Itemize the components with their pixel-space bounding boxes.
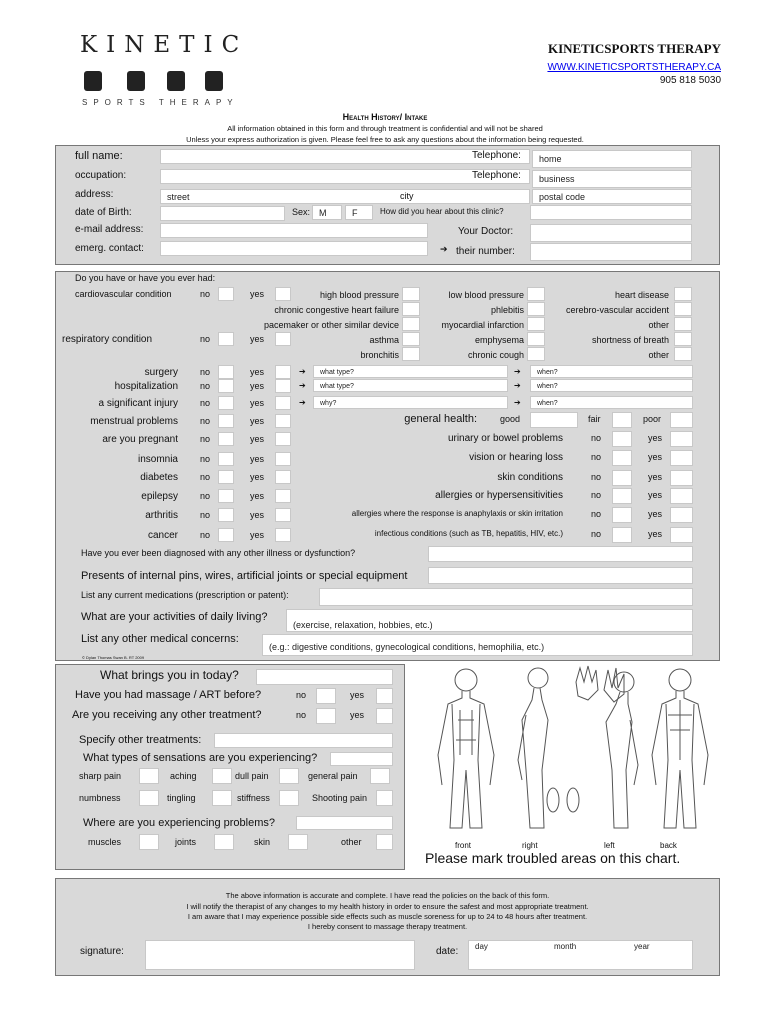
email-field[interactable] — [160, 223, 428, 238]
injury-yes-box[interactable] — [275, 396, 291, 410]
consent-line-2: I will notify the therapist of any changes to my health history in order to ensure the safest and most appropriate treatment. — [186, 902, 589, 911]
arrow-icon: ➔ — [440, 244, 448, 254]
resp-item-2: emphysema — [474, 335, 524, 345]
authorization-notice: Unless your express authorization is given. Please feel free to ask any questions about the information being requested. — [186, 135, 584, 144]
sex-f-field[interactable]: F — [345, 205, 373, 220]
address-label: address: — [75, 189, 114, 200]
surgery-when-field[interactable]: when? — [530, 365, 693, 378]
pregnant-yes-label: yes — [250, 434, 265, 444]
their-number-field[interactable] — [530, 243, 692, 261]
sensation-item-0-box[interactable] — [139, 768, 159, 784]
hospitalization-yes-box[interactable] — [275, 379, 291, 393]
hospitalization-arrow-2: ➔ — [514, 381, 521, 390]
business-phone-field[interactable]: business — [532, 170, 692, 188]
menstrual-yes-box[interactable] — [275, 414, 291, 428]
epilepsy-no-label: no — [200, 491, 211, 501]
injury-label: a significant injury — [98, 398, 178, 409]
copyright: © Dylan Thomas Swan B. RT 2009 — [82, 655, 145, 660]
where-item-2-box[interactable] — [288, 834, 308, 850]
allergies-no-box[interactable] — [612, 488, 632, 504]
right-label: right — [522, 841, 538, 850]
other-tx-no-label: no — [296, 710, 307, 720]
where-item-0: muscles — [88, 837, 122, 847]
arthritis-yes-box[interactable] — [275, 508, 291, 522]
chart-caption: Please mark troubled areas on this chart. — [425, 850, 681, 866]
pregnant-yes-box[interactable] — [275, 432, 291, 446]
cardio-yes-label: yes — [250, 289, 265, 299]
urinary-no-box[interactable] — [612, 431, 632, 447]
telephone-business-label: Telephone: — [472, 170, 521, 181]
where-item-1-box[interactable] — [214, 834, 234, 850]
left-label: left — [604, 841, 615, 850]
doctor-label: Your Doctor: — [458, 226, 514, 237]
cardio-item-6: heart disease — [614, 290, 669, 300]
sensation-item-1-box[interactable] — [212, 768, 232, 784]
where-label: Where are you experiencing problems? — [83, 817, 275, 829]
urinary-label: urinary or bowel problems — [447, 433, 563, 444]
other-tx-no-box[interactable] — [316, 708, 336, 724]
postal-code-field[interactable]: postal code — [532, 189, 692, 204]
allergies-label: allergies or hypersensitivities — [435, 490, 563, 501]
skin-cond-no-box[interactable] — [612, 470, 632, 486]
resp-yes-box[interactable] — [275, 332, 291, 346]
insomnia-label: insomnia — [137, 454, 178, 465]
anaph-label: allergies where the response is anaphylaxis or skin irritation — [351, 509, 563, 518]
hospitalization-arrow-1: ➔ — [299, 381, 306, 390]
resp-item-5-box[interactable] — [674, 347, 692, 361]
epilepsy-no-box[interactable] — [218, 489, 234, 503]
massage-label: Have you had massage / ART before? — [75, 689, 262, 701]
sex-m-field[interactable]: M — [312, 205, 342, 220]
injury-arrow-2: ➔ — [514, 398, 521, 407]
feet-figure — [547, 788, 579, 812]
other-tx-yes-label: yes — [350, 710, 365, 720]
diagnosed-label: Have you ever been diagnosed with any other illness or dysfunction? — [81, 548, 356, 558]
cardio-item-0-box[interactable] — [402, 287, 420, 301]
cardio-item-7-box[interactable] — [674, 302, 692, 316]
sensations-field[interactable] — [330, 752, 393, 766]
resp-item-4-box[interactable] — [674, 332, 692, 346]
cardio-item-7: cerebro-vascular accident — [565, 305, 669, 315]
resp-item-1: bronchitis — [360, 350, 399, 360]
anaph-no-box[interactable] — [612, 507, 632, 523]
city-label: city — [400, 191, 414, 201]
insomnia-yes-box[interactable] — [275, 452, 291, 466]
massage-no-box[interactable] — [316, 688, 336, 704]
logo-subtitle: SPORTS THERAPY — [82, 98, 239, 107]
vision-no-label: no — [591, 452, 602, 462]
pregnant-no-label: no — [200, 434, 211, 444]
hospitalization-no-label: no — [200, 381, 211, 391]
sensation-item-6-box[interactable] — [279, 790, 299, 806]
fair-label: fair — [588, 414, 601, 424]
poor-box[interactable] — [670, 412, 693, 428]
brings-label: What brings you in today? — [100, 668, 239, 682]
cancer-yes-box[interactable] — [275, 528, 291, 542]
arthritis-no-box[interactable] — [218, 508, 234, 522]
epilepsy-yes-box[interactable] — [275, 489, 291, 503]
pregnant-label: are you pregnant — [102, 434, 178, 445]
date-field[interactable] — [468, 940, 693, 970]
medications-field[interactable] — [319, 588, 693, 606]
infect-no-label: no — [591, 529, 602, 539]
allergies-yes-box[interactable] — [670, 488, 693, 504]
insomnia-no-box[interactable] — [218, 452, 234, 466]
medications-label: List any current medications (prescription or patent): — [81, 590, 289, 600]
insomnia-no-label: no — [200, 454, 211, 464]
sensation-item-2-box[interactable] — [279, 768, 299, 784]
general-health-label: general health: — [404, 413, 477, 425]
anaph-no-label: no — [591, 509, 602, 519]
company-name: KINETICSPORTS THERAPY — [547, 41, 721, 56]
menstrual-yes-label: yes — [250, 416, 265, 426]
surgery-yes-box[interactable] — [275, 365, 291, 379]
hear-field[interactable] — [530, 205, 692, 220]
cancer-yes-label: yes — [250, 530, 265, 540]
good-label: good — [500, 414, 521, 424]
resp-item-3: chronic cough — [467, 350, 524, 360]
injury-detail-field[interactable]: why? — [313, 396, 508, 409]
pregnant-no-box[interactable] — [218, 432, 234, 446]
hear-label: How did you hear about this clinic? — [380, 207, 504, 216]
diabetes-yes-box[interactable] — [275, 470, 291, 484]
concerns-label: List any other medical concerns: — [81, 633, 239, 645]
skin-cond-yes-box[interactable] — [670, 470, 693, 486]
poor-label: poor — [643, 414, 662, 424]
back-label: back — [660, 841, 677, 850]
cardio-item-2: pacemaker or other similar device — [263, 320, 399, 330]
form-title: Health History/ Intake — [342, 112, 428, 122]
cyclist-icon — [167, 71, 185, 91]
cardio-no-box[interactable] — [218, 287, 234, 301]
diabetes-yes-label: yes — [250, 472, 265, 482]
where-item-1: joints — [175, 837, 197, 847]
sensation-item-7: Shooting pain — [312, 793, 368, 803]
urinary-yes-label: yes — [648, 433, 663, 443]
sensation-item-4-box[interactable] — [139, 790, 159, 806]
skin-cond-label: skin conditions — [497, 472, 563, 483]
diagnosed-field[interactable] — [428, 546, 693, 562]
resp-item-0-box[interactable] — [402, 332, 420, 346]
resp-item-2-box[interactable] — [527, 332, 545, 346]
sex-label: Sex: — [292, 207, 311, 217]
resp-yes-label: yes — [250, 334, 265, 344]
cardio-item-2-box[interactable] — [402, 317, 420, 331]
surgery-detail-field[interactable]: what type? — [313, 365, 508, 378]
pins-label: Presents of internal pins, wires, artificial joints or special equipment — [81, 570, 408, 582]
street-field[interactable]: street — [160, 189, 530, 204]
body-right-figure — [518, 668, 548, 828]
fair-box[interactable] — [612, 412, 632, 428]
cardio-item-5: myocardial infarction — [441, 320, 524, 330]
other-tx-yes-box[interactable] — [376, 708, 393, 724]
cancer-no-box[interactable] — [218, 528, 234, 542]
epilepsy-yes-label: yes — [250, 491, 265, 501]
sensation-item-4: numbness — [79, 793, 121, 803]
vision-yes-label: yes — [648, 452, 663, 462]
resp-item-3-box[interactable] — [527, 347, 545, 361]
year-label: year — [634, 942, 650, 951]
date-label: date: — [436, 946, 459, 957]
telephone-home-label: Telephone: — [472, 150, 521, 161]
skin-cond-no-label: no — [591, 472, 602, 482]
where-item-0-box[interactable] — [139, 834, 159, 850]
cardio-yes-box[interactable] — [275, 287, 291, 301]
arthritis-label: arthritis — [145, 510, 178, 521]
cardio-item-8: other — [648, 320, 669, 330]
urinary-no-label: no — [591, 433, 602, 443]
infect-yes-label: yes — [648, 529, 663, 539]
hospitalization-yes-label: yes — [250, 381, 265, 391]
surgery-label: surgery — [144, 367, 178, 378]
cardio-item-8-box[interactable] — [674, 317, 692, 331]
injury-no-box[interactable] — [218, 396, 234, 410]
front-label: front — [455, 841, 472, 850]
surgery-arrow-2: ➔ — [514, 367, 521, 376]
consent-line-4: I hereby consent to massage therapy treatment. — [307, 922, 468, 931]
daily-living-label: What are your activities of daily living? — [81, 611, 268, 623]
vision-no-box[interactable] — [612, 450, 632, 466]
specify-field[interactable] — [214, 733, 393, 748]
urinary-yes-box[interactable] — [670, 431, 693, 447]
massage-yes-label: yes — [350, 690, 365, 700]
body-chart-diagram[interactable] — [418, 660, 718, 840]
cardio-item-5-box[interactable] — [527, 317, 545, 331]
resp-item-0: asthma — [369, 335, 399, 345]
insomnia-yes-label: yes — [250, 454, 265, 464]
home-phone-field[interactable]: home — [532, 150, 692, 168]
menstrual-no-label: no — [200, 416, 211, 426]
signature-label: signature: — [80, 946, 124, 957]
hospitalization-detail-field[interactable]: what type? — [313, 379, 508, 392]
where-item-3: other — [341, 837, 362, 847]
good-box[interactable] — [530, 412, 578, 428]
cardio-label: cardiovascular condition — [75, 289, 172, 299]
concerns-field[interactable]: (e.g.: digestive conditions, gynecological conditions, hemophilia, etc.) — [262, 634, 693, 656]
occupation-label: occupation: — [75, 170, 127, 181]
where-item-3-box[interactable] — [376, 834, 393, 850]
specify-label: Specify other treatments: — [79, 734, 202, 746]
month-label: month — [554, 942, 577, 951]
cancer-label: cancer — [147, 530, 178, 541]
day-label: day — [475, 942, 488, 951]
website-link[interactable]: WWW.KINETICSPORTSTHERAPY.CA — [547, 62, 721, 73]
diabetes-no-label: no — [200, 472, 211, 482]
hands-figure — [576, 666, 624, 702]
menstrual-label: menstrual problems — [90, 416, 178, 427]
resp-no-box[interactable] — [218, 332, 234, 346]
allergies-no-label: no — [591, 490, 602, 500]
where-item-2: skin — [254, 837, 271, 847]
sensations-label: What types of sensations are you experiencing? — [83, 752, 318, 764]
diabetes-label: diabetes — [140, 472, 178, 483]
sensation-item-7-box[interactable] — [376, 790, 393, 806]
injury-no-label: no — [200, 398, 211, 408]
other-tx-label: Are you receiving any other treatment? — [72, 709, 262, 721]
daily-living-field[interactable]: (exercise, relaxation, hobbies, etc.) — [286, 609, 693, 632]
confidential-notice: All information obtained in this form and through treatment is confidential and will not be shared — [227, 124, 543, 133]
cardio-item-4: phlebitis — [490, 305, 524, 315]
company-phone: 905 818 5030 — [659, 75, 721, 86]
emerg-label: emerg. contact: — [75, 243, 144, 254]
sensation-item-6: stiffness — [237, 793, 270, 803]
surgery-no-box[interactable] — [218, 365, 234, 379]
body-front-figure — [438, 669, 494, 828]
resp-item-4: shortness of breath — [591, 335, 669, 345]
cardio-item-1-box[interactable] — [402, 302, 420, 316]
hospitalization-no-box[interactable] — [218, 379, 234, 393]
sensation-item-3: general pain — [308, 771, 358, 781]
consent-line-3: I am aware that I may experience possible side effects such as muscle soreness for up to 24 to 48 hours after treatment. — [187, 912, 588, 921]
allergies-yes-label: yes — [648, 490, 663, 500]
injury-arrow-1: ➔ — [299, 398, 306, 407]
signature-field[interactable] — [145, 940, 415, 970]
surgery-yes-label: yes — [250, 367, 265, 377]
logo-text: KINETIC — [80, 32, 249, 58]
cardio-no-label: no — [200, 289, 211, 299]
email-label: e-mail address: — [75, 224, 144, 235]
body-back-figure — [652, 669, 708, 828]
sensation-item-5-box[interactable] — [212, 790, 232, 806]
arthritis-yes-label: yes — [250, 510, 265, 520]
medical-intro: Do you have or have you ever had: — [75, 273, 216, 283]
their-number-label: their number: — [456, 246, 515, 257]
infect-label: infectious conditions (such as TB, hepatitis, HIV, etc.) — [374, 529, 563, 538]
cardio-item-0: high blood pressure — [319, 290, 399, 300]
surgery-arrow-1: ➔ — [299, 367, 306, 376]
menstrual-no-box[interactable] — [218, 414, 234, 428]
where-field[interactable] — [296, 816, 393, 830]
injury-yes-label: yes — [250, 398, 265, 408]
dob-label: date of Birth: — [75, 207, 132, 218]
sensation-item-3-box[interactable] — [370, 768, 390, 784]
surgery-no-label: no — [200, 367, 211, 377]
sensation-item-0: sharp pain — [79, 771, 122, 781]
consent-line-1: The above information is accurate and complete. I have read the policies on the back of this form. — [225, 891, 550, 900]
epilepsy-label: epilepsy — [141, 491, 178, 502]
hospitalization-label: hospitalization — [114, 381, 178, 392]
skin-cond-yes-label: yes — [648, 472, 663, 482]
sprinter-icon — [127, 71, 145, 91]
emerg-field[interactable] — [160, 241, 428, 256]
cardio-item-4-box[interactable] — [527, 302, 545, 316]
arthritis-no-label: no — [200, 510, 211, 520]
sensation-item-2: dull pain — [235, 771, 269, 781]
massage-yes-box[interactable] — [376, 688, 393, 704]
cardio-item-6-box[interactable] — [674, 287, 692, 301]
resp-item-5: other — [648, 350, 669, 360]
anaph-yes-box[interactable] — [670, 507, 693, 523]
cardio-item-3: low blood pressure — [448, 290, 524, 300]
brings-field[interactable] — [256, 669, 393, 685]
runner-icon — [84, 71, 102, 91]
infect-no-box[interactable] — [612, 527, 632, 543]
cardio-item-1: chronic congestive heart failure — [274, 305, 399, 315]
sensation-item-5: tingling — [167, 793, 196, 803]
cancer-no-label: no — [200, 530, 211, 540]
resp-label: respiratory condition — [62, 334, 153, 345]
massage-no-label: no — [296, 690, 307, 700]
infect-yes-box[interactable] — [670, 527, 693, 543]
lifter-icon — [205, 71, 223, 91]
resp-no-label: no — [200, 334, 211, 344]
diabetes-no-box[interactable] — [218, 470, 234, 484]
vision-label: vision or hearing loss — [469, 452, 563, 463]
pins-field[interactable] — [428, 567, 693, 584]
sensation-item-1: aching — [170, 771, 197, 781]
dob-field[interactable] — [160, 206, 285, 221]
cardio-item-3-box[interactable] — [527, 287, 545, 301]
resp-item-1-box[interactable] — [402, 347, 420, 361]
hospitalization-when-field[interactable]: when? — [530, 379, 693, 392]
doctor-field[interactable] — [530, 224, 692, 242]
vision-yes-box[interactable] — [670, 450, 693, 466]
full-name-label: full name: — [75, 150, 123, 162]
injury-when-field[interactable]: when? — [530, 396, 693, 409]
anaph-yes-label: yes — [648, 509, 663, 519]
